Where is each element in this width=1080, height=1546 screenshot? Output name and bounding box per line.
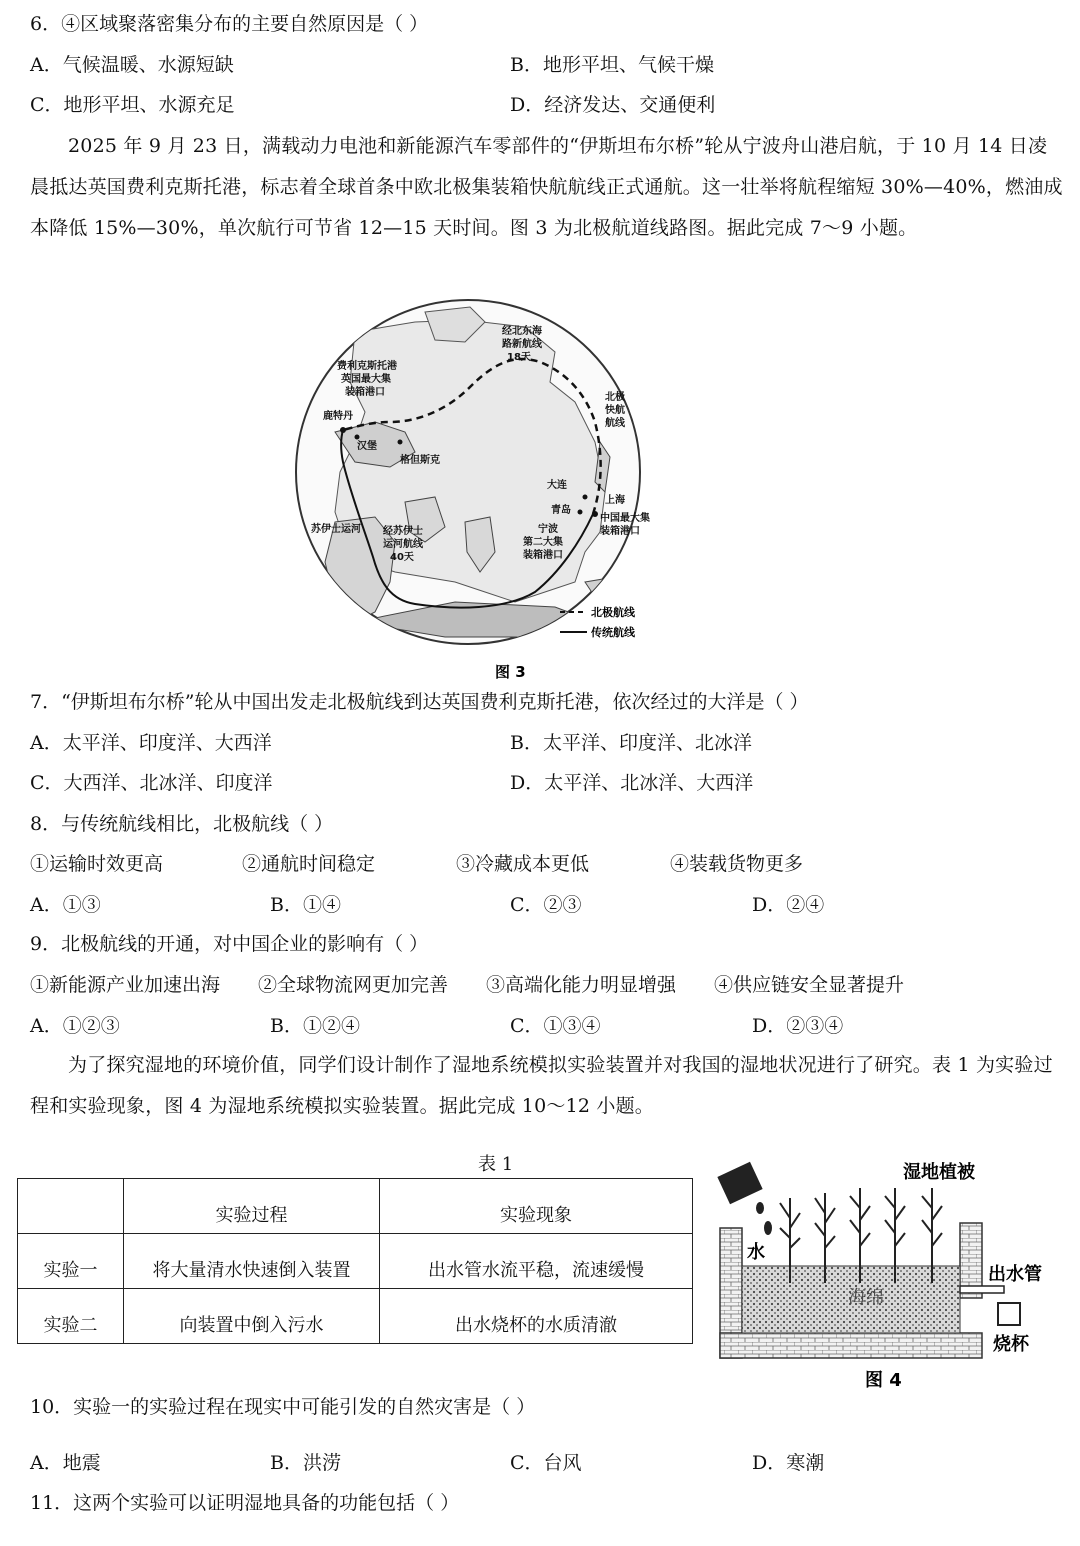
q9-stem: 9．北极航线的开通，对中国企业的影响有（ ） [30,933,429,955]
label-china-port-2: 装箱港口 [600,526,640,537]
table-header-row [18,1179,693,1234]
table-cell: 出水管水流平稳，流速缓慢 [380,1234,693,1289]
label-beaker: 烧杯 [993,1334,1029,1355]
q9-option-a: A．①②③ [30,1015,120,1037]
label-ningbo-3: 装箱港口 [523,550,563,561]
table-cell: 出水烧杯的水质清澈 [380,1289,693,1344]
q7-option-d: D．太平洋、北冰洋、大西洋 [510,772,754,794]
q7-option-b: B．太平洋、印度洋、北冰洋 [510,732,752,754]
label-suez-canal: 苏伊士运河 [311,524,361,535]
q8-stem: 8．与传统航线相比，北极航线（ ） [30,813,334,835]
label-qingdao: 青岛 [551,505,571,516]
legend-traditional: 传统航线 [591,626,635,639]
label-suez-route-1: 经苏伊士 [383,526,423,537]
label-east-route-3: 18天 [507,352,531,363]
label-outlet: 出水管 [988,1264,1042,1285]
q7-option-c: C．大西洋、北冰洋、印度洋 [30,772,273,794]
q8-statement-1: ①运输时效更高 [30,853,164,875]
figure-3-caption: 图 3 [495,663,526,681]
q8-option-c: C．②③ [510,894,582,916]
label-dalian: 大连 [547,480,567,491]
q8-statement-2: ②通航时间稳定 [242,853,376,875]
table-header-cell [18,1179,124,1234]
table-1-title: 表 1 [478,1154,514,1175]
figure-4-caption: 图 4 [865,1370,902,1391]
label-suez-route-3: 40天 [390,552,414,563]
legend-arctic: 北极航线 [591,606,635,619]
q6-option-d: D．经济发达、交通便利 [510,94,716,116]
q9-option-b: B．①②④ [270,1015,360,1037]
q10-option-b: B．洪涝 [270,1452,341,1474]
table-header-cell: 实验过程 [124,1179,380,1234]
label-hamburg: 汉堡 [357,441,377,452]
label-vegetation: 湿地植被 [903,1162,975,1183]
beaker-icon [998,1303,1020,1325]
passage-wetland-experiment: 为了探究湿地的环境价值，同学们设计制作了湿地系统模拟实验装置并对我国的湿地状况进行了研究。表 1 为实验过程和实验现象，图 4 为湿地系统模拟实验装置。据此完成 10～12 小题。 [30,1054,1053,1117]
label-arctic-3: 航线 [605,418,625,429]
q7-option-a: A．太平洋、印度洋、大西洋 [30,732,272,754]
label-gdansk: 格但斯克 [400,455,440,466]
container-base [720,1333,982,1358]
label-water: 水 [747,1242,765,1263]
pouring-container [717,1162,762,1204]
q10-option-c: C．台风 [510,1452,582,1474]
table-cell: 向装置中倒入污水 [124,1289,380,1344]
q6-option-b: B．地形平坦、气候干燥 [510,54,714,76]
label-sponge: 海绵 [848,1287,884,1308]
label-china-port-1: 中国最大集 [600,513,650,524]
table-cell: 实验二 [18,1289,124,1344]
q9-statement-2: ②全球物流网更加完善 [258,974,449,996]
q9-statement-3: ③高端化能力明显增强 [486,974,677,996]
q7-stem: 7．“伊斯坦布尔桥”轮从中国出发走北极航线到达英国费利克斯托港，依次经过的大洋是（ ） [30,691,809,713]
q6-option-a: A．气候温暖、水源短缺 [30,54,234,76]
q8-option-a: A．①③ [30,894,101,916]
table-row [18,1234,693,1289]
figure-4-wetland-apparatus [710,1158,1060,1398]
label-rotterdam: 鹿特丹 [323,411,353,422]
label-arctic-2: 快航 [605,405,625,416]
table-cell: 实验一 [18,1234,124,1289]
q6-option-c: C．地形平坦、水源充足 [30,94,235,116]
label-felix-2: 英国最大集 [341,374,391,385]
label-ningbo-1: 宁波 [538,524,558,535]
label-felix-1: 费利克斯托港 [337,361,397,372]
q9-option-c: C．①③④ [510,1015,601,1037]
label-arctic-1: 北极 [605,392,625,403]
q9-statement-4: ④供应链安全显著提升 [714,974,905,996]
label-felix-3: 装箱港口 [345,387,385,398]
q11-stem: 11．这两个实验可以证明湿地具备的功能包括（ ） [30,1492,460,1514]
table-cell: 将大量清水快速倒入装置 [124,1234,380,1289]
q8-statement-4: ④装载货物更多 [670,853,804,875]
q9-statement-1: ①新能源产业加速出海 [30,974,221,996]
label-ningbo-2: 第二大集 [523,537,563,548]
passage-arctic-route: 2025 年 9 月 23 日，满载动力电池和新能源汽车零部件的“伊斯坦布尔桥”轮从宁波舟山港启航，于 10 月 14 日凌晨抵达英国费利克斯托港，标志着全球首条中欧北极集装箱快航航线正式通航。这一壮举将航程缩短 30%—40%，燃油成本降低 15%—30%，单次航行可节省 12—15 天时间。图 3 为北极航道线路图。据此完成 7～9 小题。 [30,135,1063,239]
label-east-route-1: 经北东海 [502,326,542,337]
label-east-route-2: 路新航线 [502,339,542,350]
table-row [18,1289,693,1344]
label-suez-route-2: 运河航线 [383,539,423,550]
q10-option-a: A．地震 [30,1452,101,1474]
table-1 [17,1178,693,1344]
outlet-pipe [960,1286,1004,1293]
q6-stem: 6．④区域聚落密集分布的主要自然原因是（ ） [30,13,429,35]
label-shanghai: 上海 [605,495,625,506]
q8-statement-3: ③冷藏成本更低 [456,853,590,875]
table-header-cell: 实验现象 [380,1179,693,1234]
q10-stem: 10．实验一的实验过程在现实中可能引发的自然灾害是（ ） [30,1396,536,1418]
q8-option-b: B．①④ [270,894,341,916]
q10-option-d: D．寒潮 [752,1452,825,1474]
figure-3-arctic-route-map [295,292,685,687]
q9-option-d: D．②③④ [752,1015,844,1037]
q8-option-d: D．②④ [752,894,825,916]
